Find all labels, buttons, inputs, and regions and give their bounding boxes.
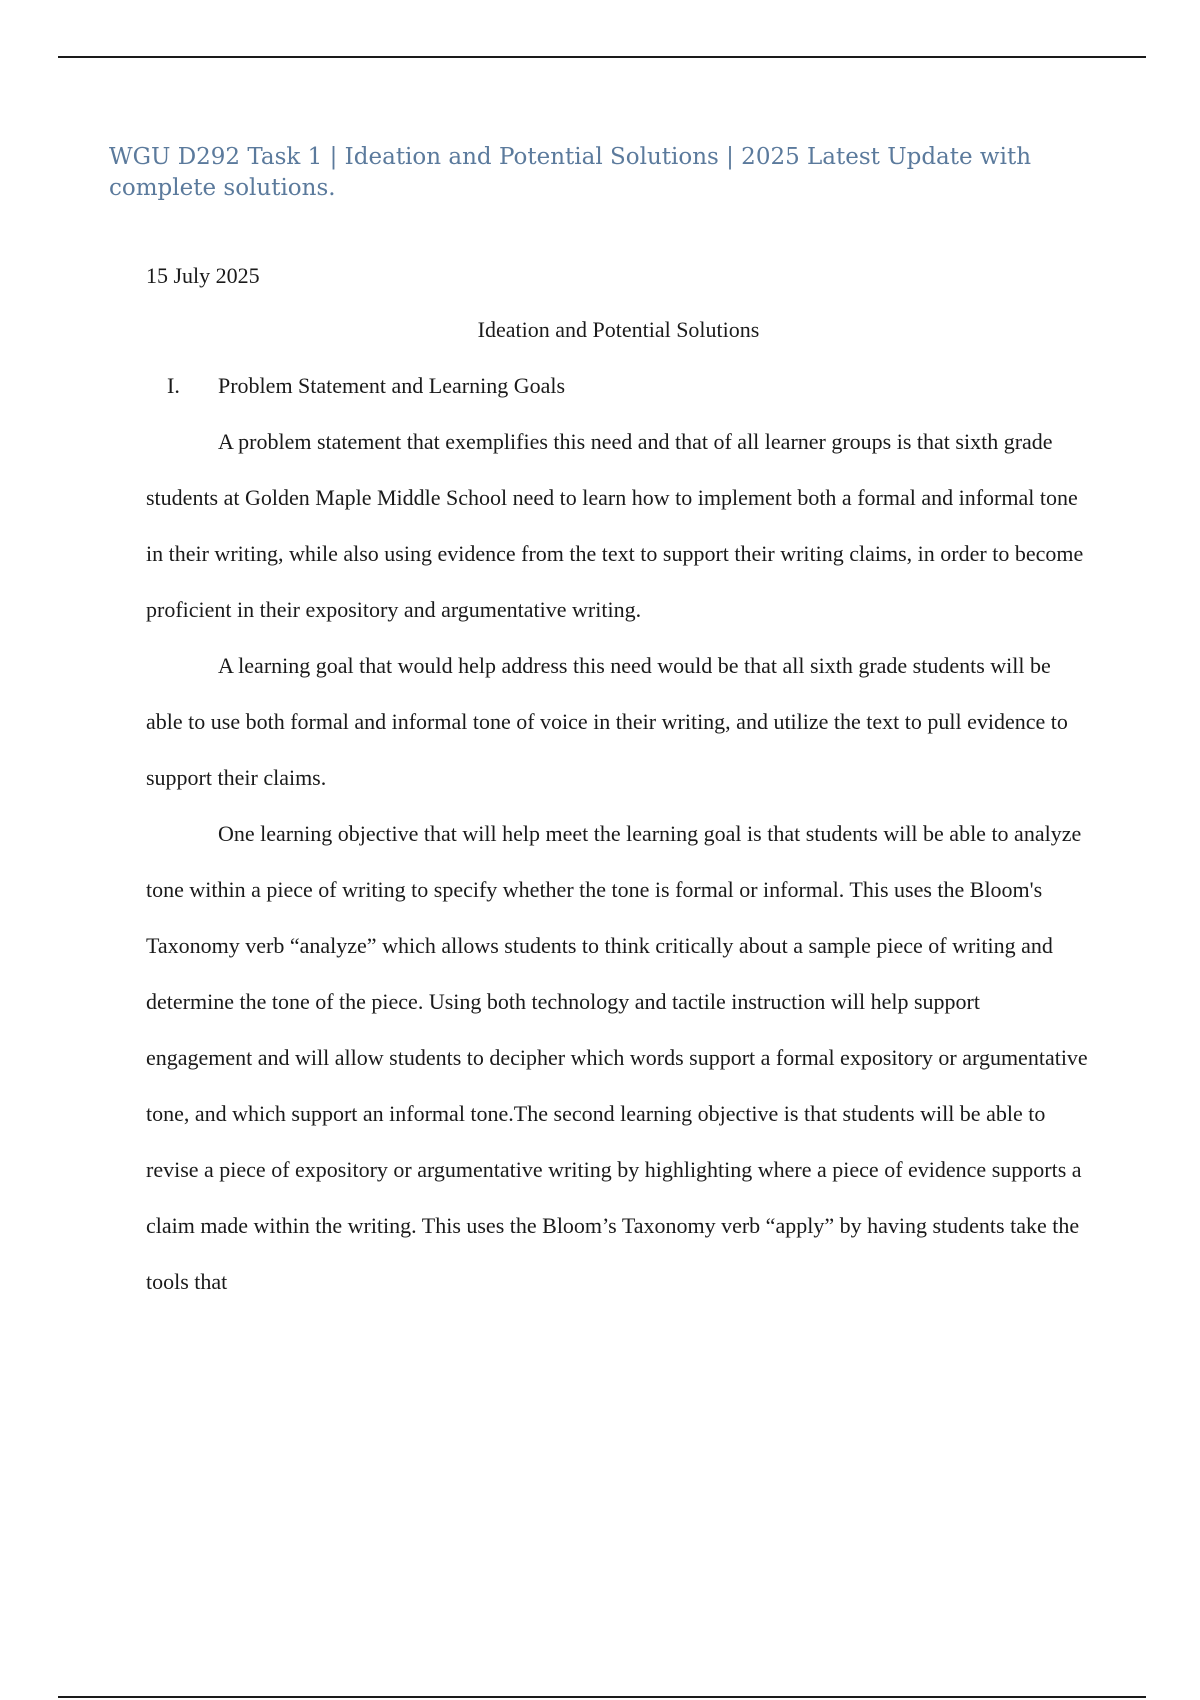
document-title: Ideation and Potential Solutions xyxy=(477,317,760,342)
section-number: I. xyxy=(167,373,180,398)
top-rule xyxy=(58,56,1146,58)
document-heading: WGU D292 Task 1 | Ideation and Potential Solutions | 2025 Latest Update with complete solutions. xyxy=(109,144,1032,201)
paragraph-learning-objectives: One learning objective that will help meet the learning goal is that students will be able to analyze tone within a piece of writing to specify whether the tone is formal or informal. This uses the Bloom's Taxonomy verb “analyze” which allows students to think critically about a sample piece of writing and determine the tone of the piece. Using both technology and tactile instruction will help support engagement and will allow students to decipher which words support a formal expository or argumentative tone, and which support an informal tone.The second learning objective is that students will be able to revise a piece of expository or argumentative writing by highlighting where a piece of evidence supports a claim made within the writing. This uses the Bloom’s Taxonomy verb “apply” by having students take the tools that xyxy=(146,821,1088,1294)
document-date: 15 July 2025 xyxy=(146,263,260,288)
section-label: Problem Statement and Learning Goals xyxy=(218,373,566,398)
bottom-rule xyxy=(58,1696,1146,1698)
body-paragraphs xyxy=(146,414,1091,1310)
paragraph-learning-goal: A learning goal that would help address this need would be that all sixth grade students will be able to use both formal and informal tone of voice in their writing, and utilize the text to pull evidence to support their claims. xyxy=(146,653,1068,790)
section-heading xyxy=(146,372,1091,400)
paragraph-problem-statement: A problem statement that exemplifies this need and that of all learner groups is that sixth grade students at Golden Maple Middle School need to learn how to implement both a formal and informal tone in their writing, while also using evidence from the text to support their writing claims, in order to become proficient in their expository and argumentative writing. xyxy=(146,429,1084,622)
